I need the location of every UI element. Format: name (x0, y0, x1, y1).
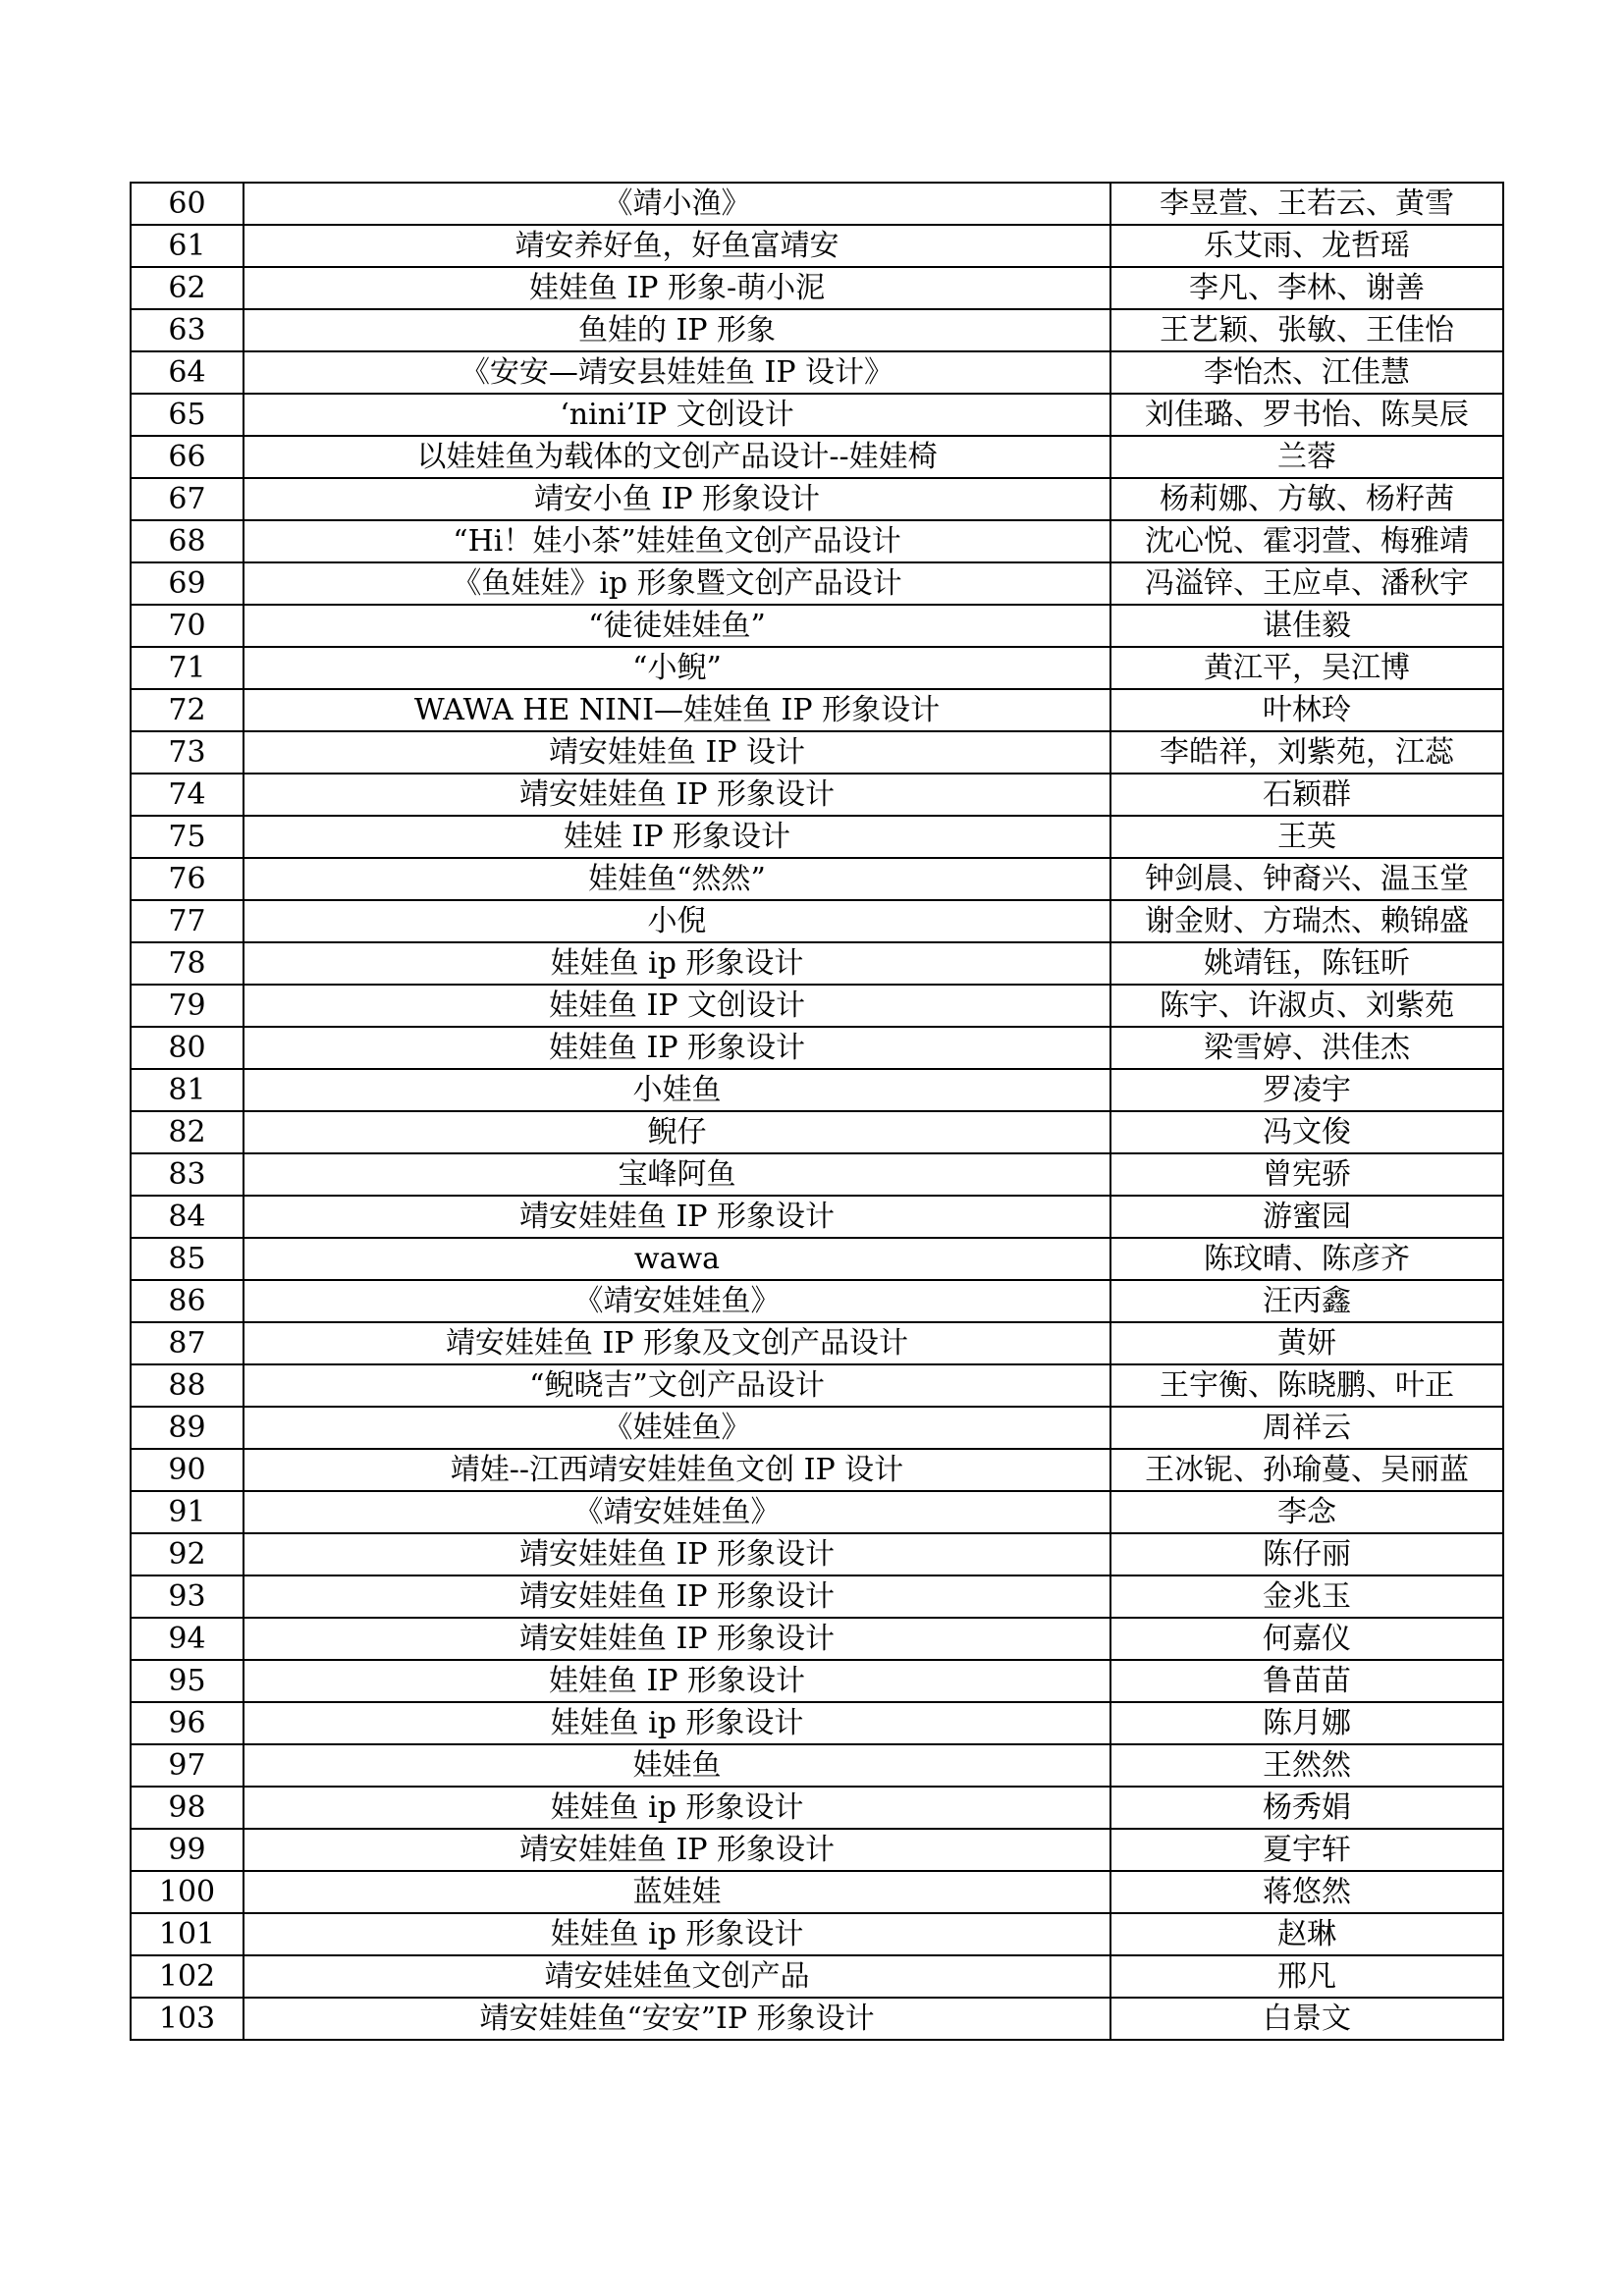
entry-number-cell: 69 (131, 562, 244, 605)
entry-number-cell: 61 (131, 225, 244, 267)
entry-title-cell: “鲵晓吉”文创产品设计 (244, 1364, 1110, 1407)
table-row (131, 1702, 1503, 1744)
entry-number-cell: 90 (131, 1449, 244, 1491)
entry-authors-cell: 蒋悠然 (1110, 1871, 1503, 1913)
entry-title-cell: “徒徒娃娃鱼” (244, 605, 1110, 647)
entry-authors-cell: 曾宪骄 (1110, 1153, 1503, 1196)
table-row (131, 1153, 1503, 1196)
table-row (131, 1069, 1503, 1111)
entry-title-cell: 小娃鱼 (244, 1069, 1110, 1111)
table-row (131, 1491, 1503, 1533)
entry-number-cell: 91 (131, 1491, 244, 1533)
entry-authors-cell: 王艺颖、张敏、王佳怡 (1110, 309, 1503, 351)
entry-title-cell: 靖安小鱼 IP 形象设计 (244, 478, 1110, 520)
table-row (131, 942, 1503, 985)
entry-authors-cell: 乐艾雨、龙哲瑶 (1110, 225, 1503, 267)
entry-title-cell: wawa (244, 1238, 1110, 1280)
entry-title-cell: 鱼娃的 IP 形象 (244, 309, 1110, 351)
table-row (131, 774, 1503, 816)
entry-number-cell: 72 (131, 689, 244, 731)
entry-title-cell: 娃娃鱼 ip 形象设计 (244, 1702, 1110, 1744)
table-row (131, 478, 1503, 520)
entry-number-cell: 94 (131, 1618, 244, 1660)
entry-authors-cell: 谌佳毅 (1110, 605, 1503, 647)
entry-authors-cell: 汪丙鑫 (1110, 1280, 1503, 1322)
table-row (131, 1196, 1503, 1238)
table-row (131, 1280, 1503, 1322)
entry-number-cell: 89 (131, 1407, 244, 1449)
entry-title-cell: 娃娃鱼“然然” (244, 858, 1110, 900)
entry-authors-cell: 叶林玲 (1110, 689, 1503, 731)
entry-number-cell: 99 (131, 1829, 244, 1871)
table-row (131, 436, 1503, 478)
entry-number-cell: 95 (131, 1660, 244, 1702)
entry-title-cell: 小倪 (244, 900, 1110, 942)
entry-title-cell: 靖安娃娃鱼文创产品 (244, 1955, 1110, 1998)
table-row (131, 1871, 1503, 1913)
entry-number-cell: 85 (131, 1238, 244, 1280)
table-row (131, 1533, 1503, 1575)
entries-table (130, 182, 1504, 2041)
entry-authors-cell: 游蜜园 (1110, 1196, 1503, 1238)
entry-number-cell: 67 (131, 478, 244, 520)
entry-number-cell: 92 (131, 1533, 244, 1575)
entry-number-cell: 78 (131, 942, 244, 985)
table-row (131, 985, 1503, 1027)
entry-authors-cell: 王冰铌、孙瑜蔓、吴丽蓝 (1110, 1449, 1503, 1491)
table-row (131, 647, 1503, 689)
entry-authors-cell: 陈玟晴、陈彦齐 (1110, 1238, 1503, 1280)
entry-title-cell: 靖安娃娃鱼 IP 设计 (244, 731, 1110, 774)
entry-number-cell: 98 (131, 1787, 244, 1829)
entry-authors-cell: 冯文俊 (1110, 1111, 1503, 1153)
table-row (131, 562, 1503, 605)
entry-authors-cell: 王宇衡、陈晓鹏、叶正 (1110, 1364, 1503, 1407)
entry-authors-cell: 兰蓉 (1110, 436, 1503, 478)
entry-authors-cell: 王然然 (1110, 1744, 1503, 1787)
entry-title-cell: 娃娃鱼 IP 形象设计 (244, 1027, 1110, 1069)
entry-number-cell: 82 (131, 1111, 244, 1153)
entry-authors-cell: 陈仔丽 (1110, 1533, 1503, 1575)
table-row (131, 1575, 1503, 1618)
table-row (131, 1998, 1503, 2040)
table-row (131, 1407, 1503, 1449)
entry-title-cell: 以娃娃鱼为载体的文创产品设计--娃娃椅 (244, 436, 1110, 478)
entry-title-cell: 娃娃鱼 ip 形象设计 (244, 942, 1110, 985)
table-row (131, 309, 1503, 351)
entry-authors-cell: 杨秀娟 (1110, 1787, 1503, 1829)
entry-number-cell: 71 (131, 647, 244, 689)
entry-authors-cell: 梁雪婷、洪佳杰 (1110, 1027, 1503, 1069)
entry-title-cell: 靖安娃娃鱼 IP 形象设计 (244, 1829, 1110, 1871)
entry-title-cell: 娃娃鱼 IP 形象-萌小泥 (244, 267, 1110, 309)
entry-title-cell: 娃娃鱼 ip 形象设计 (244, 1787, 1110, 1829)
entry-authors-cell: 杨莉娜、方敏、杨籽茜 (1110, 478, 1503, 520)
entry-number-cell: 87 (131, 1322, 244, 1364)
entry-authors-cell: 冯溢锌、王应卓、潘秋宇 (1110, 562, 1503, 605)
entry-title-cell: 娃娃鱼 ip 形象设计 (244, 1913, 1110, 1955)
entry-title-cell: “Hi！娃小茶”娃娃鱼文创产品设计 (244, 520, 1110, 562)
entry-authors-cell: 黄江平，吴江博 (1110, 647, 1503, 689)
entry-title-cell: 靖安娃娃鱼 IP 形象设计 (244, 774, 1110, 816)
entry-title-cell: ‘nini’IP 文创设计 (244, 394, 1110, 436)
entry-number-cell: 60 (131, 183, 244, 225)
entry-title-cell: 靖安娃娃鱼 IP 形象设计 (244, 1575, 1110, 1618)
table-row (131, 1449, 1503, 1491)
entry-authors-cell: 鲁苗苗 (1110, 1660, 1503, 1702)
entry-number-cell: 101 (131, 1913, 244, 1955)
entry-title-cell: WAWA HE NINI—娃娃鱼 IP 形象设计 (244, 689, 1110, 731)
entry-number-cell: 97 (131, 1744, 244, 1787)
entry-title-cell: 《安安—靖安县娃娃鱼 IP 设计》 (244, 351, 1110, 394)
entry-title-cell: 蓝娃娃 (244, 1871, 1110, 1913)
entry-number-cell: 81 (131, 1069, 244, 1111)
entry-title-cell: 娃娃鱼 (244, 1744, 1110, 1787)
entry-title-cell: “小鲵” (244, 647, 1110, 689)
entry-authors-cell: 姚靖钰，陈钰昕 (1110, 942, 1503, 985)
entry-title-cell: 鲵仔 (244, 1111, 1110, 1153)
entry-authors-cell: 李念 (1110, 1491, 1503, 1533)
entry-authors-cell: 夏宇轩 (1110, 1829, 1503, 1871)
table-row (131, 900, 1503, 942)
table-row (131, 1955, 1503, 1998)
entry-authors-cell: 周祥云 (1110, 1407, 1503, 1449)
entry-authors-cell: 谢金财、方瑞杰、赖锦盛 (1110, 900, 1503, 942)
entry-number-cell: 62 (131, 267, 244, 309)
entry-number-cell: 65 (131, 394, 244, 436)
entry-title-cell: 靖安娃娃鱼 IP 形象设计 (244, 1618, 1110, 1660)
table-row (131, 1364, 1503, 1407)
table-row (131, 183, 1503, 225)
entry-title-cell: 宝峰阿鱼 (244, 1153, 1110, 1196)
entry-authors-cell: 刘佳璐、罗书怡、陈昊辰 (1110, 394, 1503, 436)
entry-number-cell: 70 (131, 605, 244, 647)
entry-authors-cell: 钟剑晨、钟裔兴、温玉堂 (1110, 858, 1503, 900)
entry-number-cell: 75 (131, 816, 244, 858)
table-row (131, 605, 1503, 647)
table-row (131, 1322, 1503, 1364)
entry-authors-cell: 罗凌宇 (1110, 1069, 1503, 1111)
entry-number-cell: 64 (131, 351, 244, 394)
entry-number-cell: 86 (131, 1280, 244, 1322)
entry-title-cell: 靖安娃娃鱼 IP 形象设计 (244, 1533, 1110, 1575)
entry-number-cell: 96 (131, 1702, 244, 1744)
entry-authors-cell: 陈宇、许淑贞、刘紫苑 (1110, 985, 1503, 1027)
table-row (131, 1829, 1503, 1871)
table-row (131, 1238, 1503, 1280)
entry-authors-cell: 邢凡 (1110, 1955, 1503, 1998)
entry-number-cell: 80 (131, 1027, 244, 1069)
entry-authors-cell: 李怡杰、江佳慧 (1110, 351, 1503, 394)
table-row (131, 731, 1503, 774)
table-row (131, 1618, 1503, 1660)
entry-title-cell: 娃娃鱼 IP 文创设计 (244, 985, 1110, 1027)
entry-number-cell: 93 (131, 1575, 244, 1618)
table-row (131, 1660, 1503, 1702)
entry-authors-cell: 石颖群 (1110, 774, 1503, 816)
entry-number-cell: 66 (131, 436, 244, 478)
entry-authors-cell: 王英 (1110, 816, 1503, 858)
table-row (131, 858, 1503, 900)
entry-title-cell: 《靖小渔》 (244, 183, 1110, 225)
table-row (131, 1111, 1503, 1153)
entries-table-body (131, 183, 1503, 2040)
entry-authors-cell: 赵琳 (1110, 1913, 1503, 1955)
entry-authors-cell: 陈月娜 (1110, 1702, 1503, 1744)
entry-authors-cell: 何嘉仪 (1110, 1618, 1503, 1660)
entry-title-cell: 《靖安娃娃鱼》 (244, 1491, 1110, 1533)
entry-number-cell: 74 (131, 774, 244, 816)
entry-title-cell: 靖安养好鱼，好鱼富靖安 (244, 225, 1110, 267)
table-row (131, 351, 1503, 394)
table-row (131, 1027, 1503, 1069)
table-row (131, 816, 1503, 858)
table-row (131, 1787, 1503, 1829)
entry-number-cell: 73 (131, 731, 244, 774)
table-row (131, 225, 1503, 267)
entry-title-cell: 娃娃 IP 形象设计 (244, 816, 1110, 858)
entry-number-cell: 63 (131, 309, 244, 351)
entry-title-cell: 《娃娃鱼》 (244, 1407, 1110, 1449)
entry-number-cell: 103 (131, 1998, 244, 2040)
entry-number-cell: 100 (131, 1871, 244, 1913)
entry-authors-cell: 金兆玉 (1110, 1575, 1503, 1618)
entry-title-cell: 娃娃鱼 IP 形象设计 (244, 1660, 1110, 1702)
entry-number-cell: 84 (131, 1196, 244, 1238)
table-row (131, 520, 1503, 562)
entry-number-cell: 68 (131, 520, 244, 562)
table-row (131, 1744, 1503, 1787)
entry-number-cell: 77 (131, 900, 244, 942)
entry-authors-cell: 黄妍 (1110, 1322, 1503, 1364)
entry-authors-cell: 白景文 (1110, 1998, 1503, 2040)
table-row (131, 1913, 1503, 1955)
entry-number-cell: 83 (131, 1153, 244, 1196)
entry-authors-cell: 沈心悦、霍羽萱、梅雅靖 (1110, 520, 1503, 562)
entry-authors-cell: 李凡、李林、谢善 (1110, 267, 1503, 309)
entry-authors-cell: 李皓祥，刘紫苑，江蕊 (1110, 731, 1503, 774)
entry-title-cell: 靖安娃娃鱼 IP 形象及文创产品设计 (244, 1322, 1110, 1364)
table-row (131, 689, 1503, 731)
entry-authors-cell: 李昱萱、王若云、黄雪 (1110, 183, 1503, 225)
entry-number-cell: 76 (131, 858, 244, 900)
entry-title-cell: 靖安娃娃鱼“安安”IP 形象设计 (244, 1998, 1110, 2040)
entry-title-cell: 《靖安娃娃鱼》 (244, 1280, 1110, 1322)
entry-title-cell: 靖娃--江西靖安娃娃鱼文创 IP 设计 (244, 1449, 1110, 1491)
entry-number-cell: 88 (131, 1364, 244, 1407)
entry-number-cell: 102 (131, 1955, 244, 1998)
table-row (131, 394, 1503, 436)
entry-title-cell: 《鱼娃娃》ip 形象暨文创产品设计 (244, 562, 1110, 605)
table-row (131, 267, 1503, 309)
entry-title-cell: 靖安娃娃鱼 IP 形象设计 (244, 1196, 1110, 1238)
entry-number-cell: 79 (131, 985, 244, 1027)
